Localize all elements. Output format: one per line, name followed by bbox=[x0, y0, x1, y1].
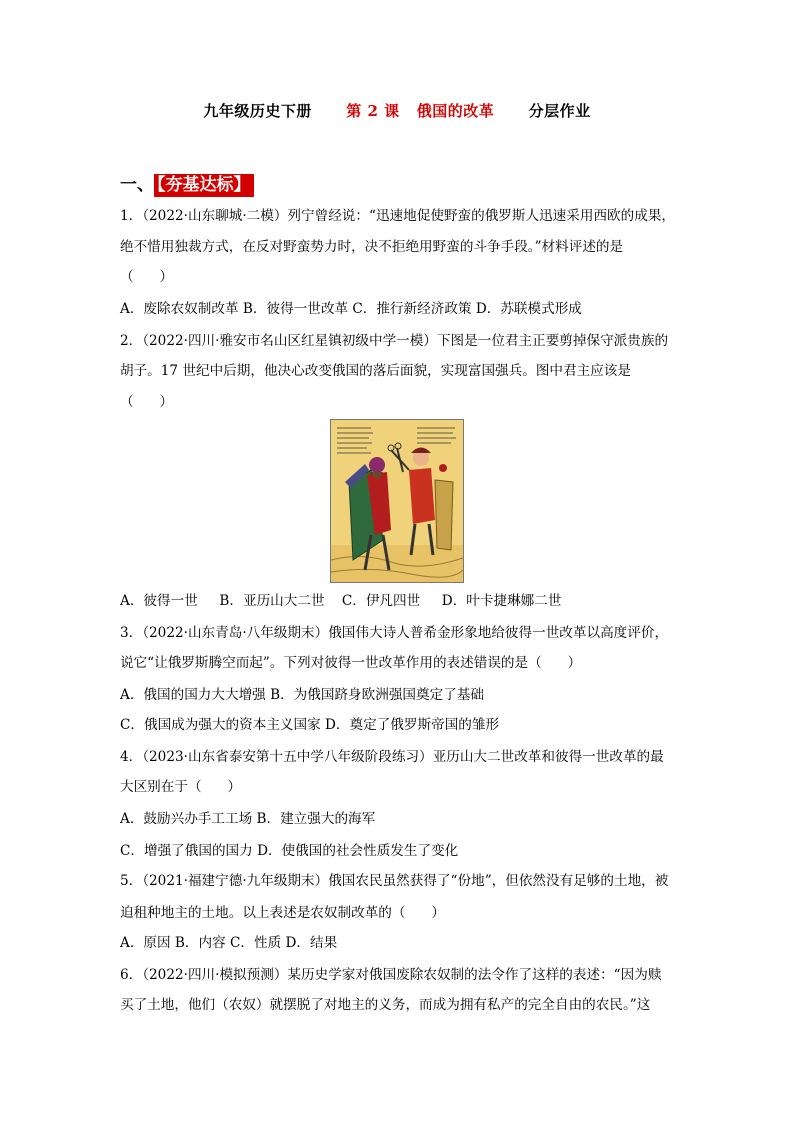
beard-cutting-illustration-icon bbox=[331, 420, 463, 582]
q2-options: A．彼得一世 B．亚历山大二世 C．伊凡四世 D．叶卡捷琳娜二世 bbox=[120, 593, 562, 609]
q1-blank: （ ） bbox=[120, 269, 174, 285]
title-left: 九年级历史下册 bbox=[203, 102, 312, 120]
section-tag: 【夯基达标】 bbox=[154, 174, 254, 197]
q1-options: A．废除农奴制改革 B．彼得一世改革 C．推行新经济政策 D．苏联模式形成 bbox=[120, 301, 582, 317]
q5-line-2: 迫租种地主的土地。以上表述是农奴制改革的（ ） bbox=[120, 905, 445, 921]
q3-line-1: 3．（2022·山东青岛·八年级期末）俄国伟大诗人普希金形象地给彼得一世改革以高度评价， bbox=[120, 625, 669, 641]
q2-line-1: 2．（2022·四川·雅安市名山区红星镇初级中学一模）下图是一位君主正要剪掉保守派贵族的 bbox=[120, 333, 669, 349]
title-right: 分层作业 bbox=[528, 102, 591, 120]
q2-line-2: 胡子。17 世纪中后期，他决心改变俄国的落后面貌，实现富国强兵。图中君主应该是 bbox=[120, 363, 631, 379]
section-heading bbox=[120, 170, 254, 195]
q6-line-2: 买了土地，他们（农奴）就摆脱了对地主的义务，而成为拥有私产的完全自由的农民。”这 bbox=[120, 997, 651, 1013]
q6-line-1: 6．（2022·四川·模拟预测）某历史学家对俄国废除农奴制的法令作了这样的表述：“因为赎 bbox=[120, 967, 662, 983]
page-title bbox=[0, 100, 794, 121]
q3-options-1: A．俄国的国力大大增强 B．为俄国跻身欧洲强国奠定了基础 bbox=[120, 687, 484, 703]
beard-cutting-illustration bbox=[330, 419, 464, 583]
section-number: 一、 bbox=[120, 175, 154, 195]
q4-line-2: 大区别在于（ ） bbox=[120, 779, 242, 795]
q2-blank: （ ） bbox=[120, 394, 174, 410]
q5-options: A．原因 B．内容 C．性质 D．结果 bbox=[120, 935, 338, 951]
q1-line-1: 1．（2022·山东聊城·二模）列宁曾经说：“迅速地促使野蛮的俄罗斯人迅速采用西欧的成果， bbox=[120, 208, 676, 224]
q3-options-2: C．俄国成为强大的资本主义国家 D．奠定了俄罗斯帝国的雏形 bbox=[120, 717, 500, 733]
q4-options-1: A．鼓励兴办手工工场 B．建立强大的海军 bbox=[120, 811, 376, 827]
q4-options-2: C．增强了俄国的国力 D．使俄国的社会性质发生了变化 bbox=[120, 843, 459, 859]
title-lesson: 第 2 课 俄国的改革 bbox=[346, 102, 495, 120]
q3-line-2: 说它“让俄罗斯腾空而起”。下列对彼得一世改革作用的表述错误的是（ ） bbox=[120, 655, 582, 671]
q5-line-1: 5．（2021·福建宁德·九年级期末）俄国农民虽然获得了“份地”，但依然没有足够的土地，被 bbox=[120, 873, 669, 889]
q1-line-2: 绝不惜用独裁方式，在反对野蛮势力时，决不拒绝用野蛮的斗争手段。”材料评述的是 bbox=[120, 239, 624, 255]
q4-line-1: 4．（2023·山东省泰安第十五中学八年级阶段练习）亚历山大二世改革和彼得一世改革的最 bbox=[120, 749, 664, 765]
